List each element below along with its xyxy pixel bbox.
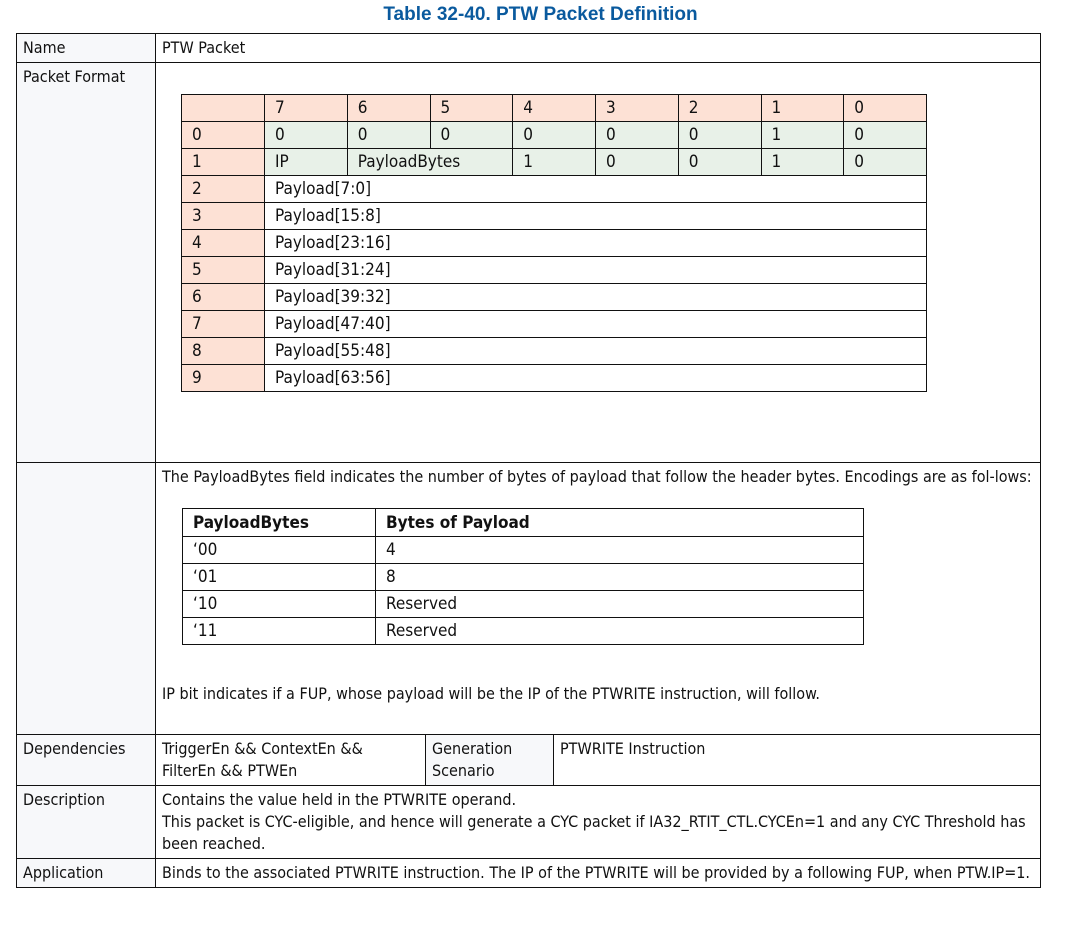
encoding-code: ‘01 bbox=[183, 564, 376, 591]
encoding-bytes: Reserved bbox=[376, 618, 864, 645]
byte-0-row bbox=[182, 122, 927, 149]
payload-row bbox=[182, 365, 927, 392]
bit-4-header: 4 bbox=[513, 95, 596, 122]
bit-cell: 0 bbox=[678, 149, 761, 176]
bit-2-header: 2 bbox=[678, 95, 761, 122]
encoding-code: ‘00 bbox=[183, 537, 376, 564]
row-notes bbox=[17, 463, 1041, 735]
bit-cell: 0 bbox=[844, 149, 927, 176]
encoding-bytes: Reserved bbox=[376, 591, 864, 618]
byte-1-row bbox=[182, 149, 927, 176]
byte-number: 7 bbox=[182, 311, 265, 338]
bit-cell: 0 bbox=[513, 122, 596, 149]
byte-number: 2 bbox=[182, 176, 265, 203]
payload-row bbox=[182, 176, 927, 203]
name-value: PTW Packet bbox=[156, 34, 1041, 63]
encoding-bytes: 4 bbox=[376, 537, 864, 564]
byte-number: 3 bbox=[182, 203, 265, 230]
byte-number: 9 bbox=[182, 365, 265, 392]
description-line-1: Contains the value held in the PTWRITE operand. bbox=[162, 790, 517, 809]
byte-number: 6 bbox=[182, 284, 265, 311]
bit-0-header: 0 bbox=[844, 95, 927, 122]
payload-cell: Payload[7:0] bbox=[265, 176, 927, 203]
payload-cell: Payload[31:24] bbox=[265, 257, 927, 284]
ip-bit-note: IP bit indicates if a FUP, whose payload will be the IP of the PTWRITE instruction, will follow. bbox=[162, 684, 820, 703]
bit-cell: 0 bbox=[430, 122, 513, 149]
description-label: Description bbox=[17, 786, 156, 859]
bit-cell: 0 bbox=[678, 122, 761, 149]
encoding-header-payloadbytes: PayloadBytes bbox=[183, 509, 376, 537]
bit-5-header: 5 bbox=[430, 95, 513, 122]
generation-scenario-label-line-1: Generation bbox=[432, 739, 513, 758]
bit-cell: 0 bbox=[347, 122, 430, 149]
notes-label-empty bbox=[17, 463, 156, 735]
dependencies-label: Dependencies bbox=[17, 735, 156, 786]
payload-cell: Payload[39:32] bbox=[265, 284, 927, 311]
dependencies-line-1: TriggerEn && ContextEn && bbox=[162, 739, 363, 758]
bit-cell: 0 bbox=[596, 122, 679, 149]
byte-number: 1 bbox=[182, 149, 265, 176]
byte-number: 8 bbox=[182, 338, 265, 365]
bit-1-header: 1 bbox=[761, 95, 844, 122]
bit-cell: 0 bbox=[265, 122, 348, 149]
bit-cell: 0 bbox=[844, 122, 927, 149]
byte-number: 4 bbox=[182, 230, 265, 257]
row-description bbox=[17, 786, 1041, 859]
generation-scenario-label bbox=[426, 735, 554, 786]
payload-bytes-intro: The PayloadBytes field indicates the number of bytes of payload that follow the header bytes. Encodings are as fol-lows: bbox=[162, 467, 1032, 486]
byte-number: 5 bbox=[182, 257, 265, 284]
payload-row bbox=[182, 284, 927, 311]
encoding-row bbox=[183, 618, 864, 645]
dependencies-line-2: FilterEn && PTWEn bbox=[162, 761, 298, 780]
application-value: Binds to the associated PTWRITE instruction. The IP of the PTWRITE will be provided by a following FUP, when PTW.IP=1. bbox=[156, 859, 1041, 888]
payload-cell: Payload[55:48] bbox=[265, 338, 927, 365]
bit-3-header: 3 bbox=[596, 95, 679, 122]
payload-cell: Payload[47:40] bbox=[265, 311, 927, 338]
row-dependencies bbox=[17, 735, 1041, 786]
bit-6-header: 6 bbox=[347, 95, 430, 122]
encoding-code: ‘10 bbox=[183, 591, 376, 618]
table-title: Table 32-40. PTW Packet Definition bbox=[383, 4, 698, 25]
encoding-header-bytes-of-payload: Bytes of Payload bbox=[376, 509, 864, 537]
payload-cell: Payload[63:56] bbox=[265, 365, 927, 392]
bit-cell: 1 bbox=[761, 122, 844, 149]
encoding-row bbox=[183, 537, 864, 564]
encoding-row bbox=[183, 564, 864, 591]
payload-bytes-encoding-table bbox=[182, 508, 864, 645]
row-application bbox=[17, 859, 1041, 888]
packet-format-grid bbox=[181, 94, 927, 392]
row-name bbox=[17, 34, 1041, 63]
notes-cell bbox=[156, 463, 1041, 735]
row-packet-format bbox=[17, 63, 1041, 463]
description-line-2: This packet is CYC-eligible, and hence will generate a CYC packet if IA32_RTIT_CTL.CYCEn=1 and any CYC Threshold has been reached. bbox=[162, 812, 1026, 853]
grid-corner bbox=[182, 95, 265, 122]
payload-row bbox=[182, 203, 927, 230]
payload-row bbox=[182, 257, 927, 284]
payload-row bbox=[182, 311, 927, 338]
payload-row bbox=[182, 338, 927, 365]
encoding-row bbox=[183, 591, 864, 618]
generation-scenario-value: PTWRITE Instruction bbox=[554, 735, 1041, 786]
ptw-packet-definition-table bbox=[16, 33, 1041, 888]
byte-number: 0 bbox=[182, 122, 265, 149]
payload-row bbox=[182, 230, 927, 257]
description-value bbox=[156, 786, 1041, 859]
bit-cell: 1 bbox=[761, 149, 844, 176]
packet-format-label: Packet Format bbox=[17, 63, 156, 463]
bit-7-header: 7 bbox=[265, 95, 348, 122]
bit-cell: 0 bbox=[596, 149, 679, 176]
generation-scenario-label-line-2: Scenario bbox=[432, 761, 495, 780]
payload-cell: Payload[15:8] bbox=[265, 203, 927, 230]
bit-cell: 1 bbox=[513, 149, 596, 176]
payload-cell: Payload[23:16] bbox=[265, 230, 927, 257]
name-label: Name bbox=[17, 34, 156, 63]
bit-header-row bbox=[182, 95, 927, 122]
encoding-code: ‘11 bbox=[183, 618, 376, 645]
encoding-header-row bbox=[183, 509, 864, 537]
application-label: Application bbox=[17, 859, 156, 888]
ip-bit-cell: IP bbox=[265, 149, 348, 176]
packet-format-cell bbox=[156, 63, 1041, 463]
encoding-bytes: 8 bbox=[376, 564, 864, 591]
payload-bytes-field-cell: PayloadBytes bbox=[347, 149, 513, 176]
dependencies-value bbox=[156, 735, 426, 786]
